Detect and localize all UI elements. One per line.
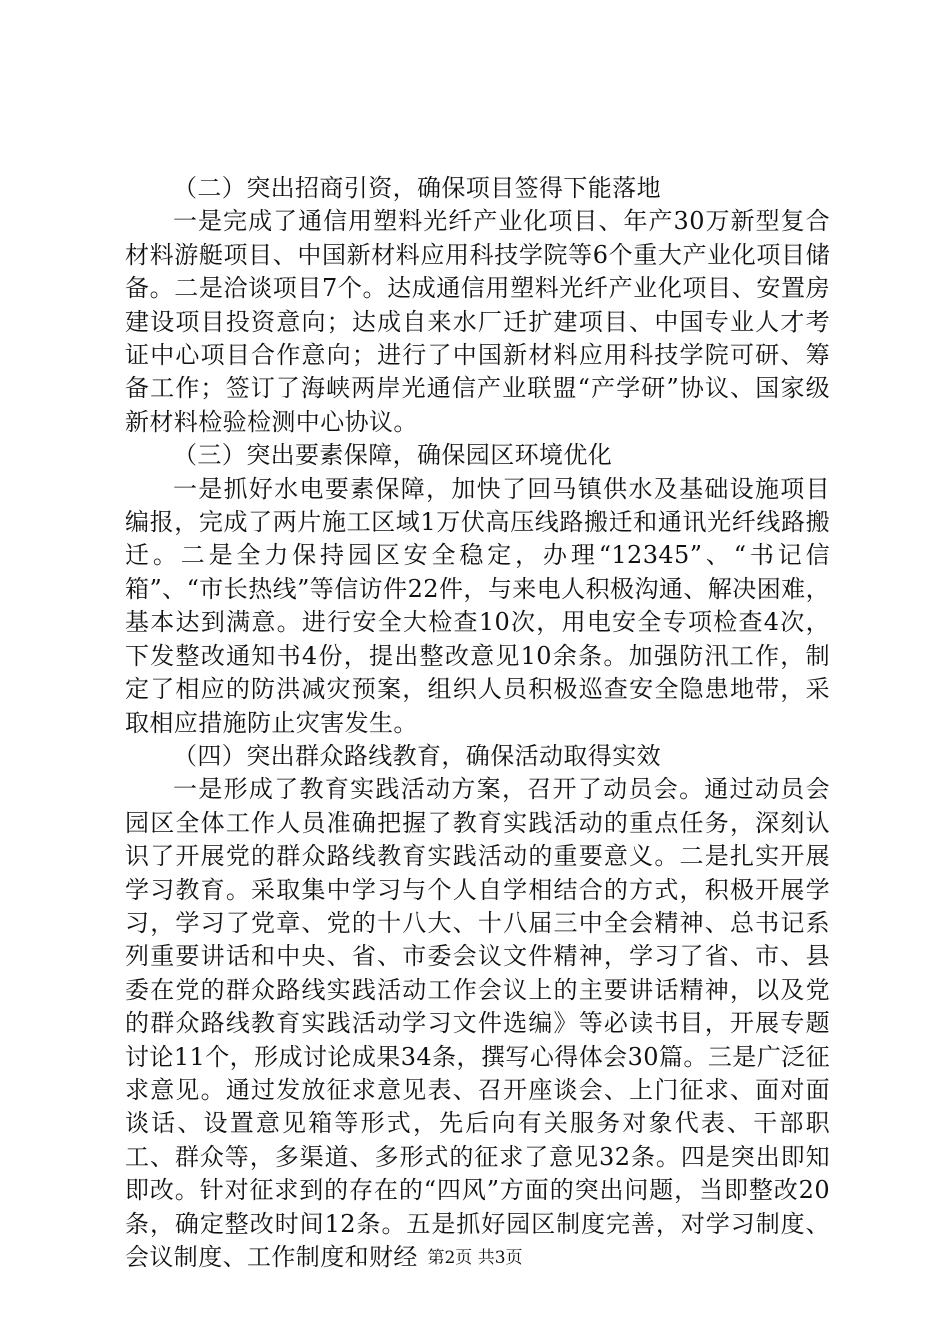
section-heading-3: （三）突出要素保障，确保园区环境优化 — [173, 441, 613, 470]
document-body — [125, 172, 830, 1274]
section-body-4: 一是形成了教育实践活动方案，召开了动员会。通过动员会园区全体工作人员准确把握了教育实践活动的重点任务，深刻认识了开展党的群众路线教育实践活动的重要意义。二是扎实开展学习教育。采取集中学习与个人自学相结合的方式，积极开展学习，学习了党章、党的十八大、十八届三中全会精神、总书记系列重要讲话和中央、省、市委会议文件精神，学习了省、市、县委在党的群众路线实践活动工作会议上的主要讲话精神，以及党的群众路线教育实践活动学习文件选编》等必读书目，开展专题讨论11个，形成讨论成果34条，撰写心得体会30篇。三是广泛征求意见。通过发放征求意见表、召开座谈会、上门征求、面对面谈话、设置意见箱等形式，先后向有关服务对象代表、干部职工、群众等，多渠道、多形式的征求了意见32条。四是突出即知即改。针对征求到的存在的“四风”方面的突出问题，当即整改20条，确定整改时间12条。五是抓好园区制度完善，对学习制度、会议制度、工作制度和财经 — [125, 775, 830, 1271]
section-body-2: 一是完成了通信用塑料光纤产业化项目、年产30万新型复合材料游艇项目、中国新材料应用科技学院等6个重大产业化项目储备。二是洽谈项目7个。达成通信用塑料光纤产业化项目、安置房建设项目投资意向；达成自来水厂迁扩建项目、中国专业人才考证中心项目合作意向；进行了中国新材料应用科技学院可研、筹备工作；签订了海峡两岸光通信产业联盟“产学研”协议、国家级新材料检验检测中心协议。 — [125, 207, 830, 436]
section-body-3: 一是抓好水电要素保障，加快了回马镇供水及基础设施项目编报，完成了两片施工区域1万伏高压线路搬迁和通讯光纤线路搬迁。二是全力保持园区安全稳定，办理“12345”、“书记信箱”、“市长热线”等信访件22件，与来电人积极沟通、解决困难，基本达到满意。进行安全大检查10次，用电安全专项检查4次，下发整改通知书4份，提出整改意见10余条。加强防汛工作，制定了相应的防洪减灾预案，组织人员积极巡查安全隐患地带，采取相应措施防止灾害发生。 — [125, 474, 830, 737]
section-heading-4: （四）突出群众路线教育，确保活动取得实效 — [173, 741, 661, 770]
page-number-footer: 第2页 共3页 — [427, 1248, 523, 1268]
section-heading-2: （二）突出招商引资，确保项目签得下能落地 — [173, 174, 661, 202]
